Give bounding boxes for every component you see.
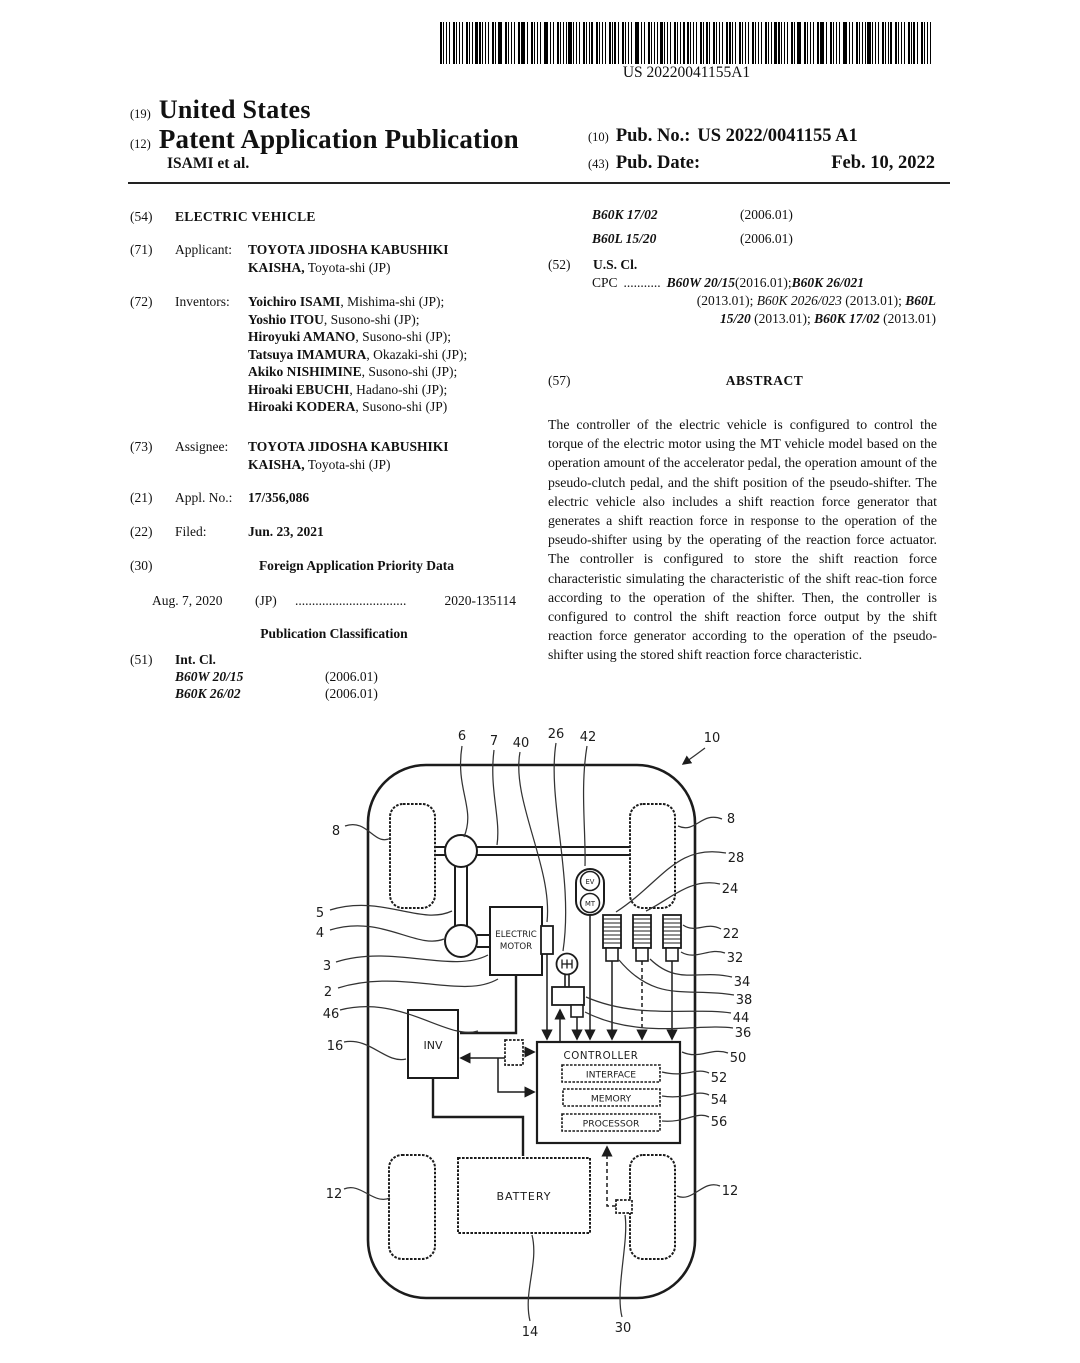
priority-code: (30) (130, 558, 153, 573)
ref-14: 14 (521, 1325, 539, 1340)
inventors-label: Inventors: (175, 294, 230, 309)
ref-28: 28 (727, 851, 745, 866)
assignee-location: Toyota-shi (JP) (304, 456, 391, 472)
ref-8-right: 8 (726, 812, 736, 827)
publication-kind-code: (12) (130, 137, 151, 151)
publication-classification-heading: Publication Classification (260, 626, 408, 641)
inventor-item: Yoichiro ISAMI, Mishima-shi (JP); (248, 294, 445, 309)
wheel-speed-sensor (616, 1200, 632, 1213)
pub-date-value: Feb. 10, 2022 (831, 153, 935, 173)
priority-number: 2020-135114 (444, 593, 516, 608)
intcl-row (130, 651, 538, 669)
reduction-gear (445, 925, 477, 957)
intcl-version: (2006.01) (740, 231, 793, 246)
inventors-code: (72) (130, 294, 153, 309)
ref-10-arrow (683, 748, 705, 764)
ref-26: 26 (547, 727, 565, 742)
assignee-name: TOYOTA JIDOSHA KABUSHIKI KAISHA, (248, 439, 449, 472)
ref-16: 16 (326, 1039, 344, 1054)
inventor-item: Tatsuya IMAMURA, Okazaki-shi (JP); (248, 346, 468, 362)
ref-50: 50 (729, 1051, 747, 1066)
intcl-version: (2006.01) (740, 207, 793, 222)
cpc-line-3 (548, 310, 936, 328)
front-right-wheel (630, 804, 675, 908)
invention-title: ELECTRIC VEHICLE (175, 209, 316, 224)
inverter-label: INV (423, 1039, 443, 1052)
applicant-code: (71) (130, 242, 153, 257)
intcl-code: (51) (130, 652, 153, 667)
clutch-pedal (603, 915, 621, 961)
inventor-item: Akiko NISHIMINE, Susono-shi (JP); (248, 364, 458, 379)
intcl-entry (175, 668, 538, 686)
priority-date: Aug. 7, 2020 (152, 593, 223, 608)
inventor-item: Hiroyuki AMANO, Susono-shi (JP); (248, 329, 452, 344)
mt-label: MT (584, 900, 596, 908)
publication-kind: Patent Application Publication (158, 124, 519, 154)
abstract-code: (57) (548, 373, 571, 388)
assignee-code: (73) (130, 439, 153, 454)
ev-label: EV (585, 878, 595, 886)
filed-label: Filed: (175, 524, 207, 539)
abstract-text: The controller of the electric vehicle is configured to control the torque of the electric motor using the MT vehicle model based on the operation amount of the accelerator pedal, the operation amount of the pseudo-clutch pedal, and the shift position of the pseudo-shifter. The electric vehicle also includes a shift reaction force generator that generates a shift reaction force in response to the operation of the pseudo-shifter using by the operating of the reaction force actuator. The controller is configured to store the shift reaction force characteristic simulating the characteristic of the shift reac-tion force according to the operation of the shifter. Then, the controller is configured to control the shift reaction force output by the shift reaction force generator according to the operation of the pseudo-shifter using the stored shift reaction force characteristic. (548, 417, 937, 663)
interface-label: INTERFACE (585, 1069, 637, 1081)
pub-no-value: US 2022/0041155 A1 (697, 126, 858, 146)
cpc-line-2 (548, 292, 936, 310)
filed-value: Jun. 23, 2021 (248, 524, 324, 539)
priority-country: (JP) (255, 593, 277, 608)
ref-42: 42 (579, 730, 597, 745)
ref-2: 2 (323, 985, 333, 1000)
cpc-version: (2016.01); (735, 275, 792, 290)
ref-34: 34 (733, 975, 751, 990)
inventors-list (248, 293, 535, 416)
pub-no-code: (10) (588, 130, 609, 144)
cpc-class: B60K 26/021 (791, 275, 865, 290)
ref-24: 24 (721, 882, 739, 897)
inventors-row (130, 293, 538, 416)
country-name: United States (158, 95, 311, 124)
title-code: (54) (130, 209, 153, 224)
ref-52: 52 (710, 1071, 728, 1086)
battery-label: BATTERY (496, 1190, 552, 1203)
pedals (603, 915, 681, 961)
cpc-version: (2013.01); (696, 293, 757, 308)
electric-motor-box (490, 907, 542, 975)
applicant-value (248, 241, 473, 276)
ref-32: 32 (726, 951, 744, 966)
cpc-version: (2013.01); (841, 293, 906, 308)
applicant-location: Toyota-shi (JP) (304, 259, 391, 275)
inventor-item: Hiroaki KODERA, Susono-shi (JP) (248, 399, 448, 414)
ref-40: 40 (512, 736, 530, 751)
barcode-number: US 20220041155A1 (622, 64, 751, 81)
accelerator-pedal (663, 915, 681, 961)
filed-row (130, 523, 538, 541)
priority-heading-row (130, 557, 538, 575)
priority-dots: ................................. (295, 593, 407, 608)
electric-motor-label: MOTOR (499, 942, 533, 952)
ref-12-left: 12 (325, 1187, 343, 1202)
ref-12-right: 12 (721, 1184, 739, 1199)
applicant-row (130, 241, 538, 276)
rear-left-wheel (389, 1155, 435, 1259)
cpc-class: 15/20 (719, 311, 751, 326)
memory-label: MEMORY (590, 1093, 632, 1105)
intcl-version: (2006.01) (325, 669, 378, 684)
ref-30: 30 (614, 1321, 632, 1336)
ref-7: 7 (489, 734, 499, 749)
abstract-heading: ABSTRACT (725, 373, 804, 388)
intcl-version: (2006.01) (325, 686, 378, 701)
appl-no-row (130, 489, 538, 507)
abstract-heading-row (548, 372, 936, 390)
priority-heading: Foreign Application Priority Data (258, 558, 455, 573)
cpc-label: CPC (592, 275, 618, 290)
intcl-entry (592, 230, 935, 248)
assignee-label: Assignee: (175, 439, 229, 454)
controller-label: CONTROLLER (563, 1051, 639, 1062)
barcode (440, 22, 933, 64)
appl-no-value: 17/356,086 (248, 490, 310, 505)
applicant-label: Applicant: (175, 242, 232, 257)
cpc-class: B60W 20/15 (666, 275, 736, 290)
rear-right-wheel (630, 1155, 675, 1259)
pub-no-label: Pub. No.: (615, 126, 691, 146)
intcl-entry (592, 206, 935, 224)
front-left-wheel (390, 804, 435, 908)
brake-pedal (633, 915, 651, 961)
intcl-class: B60K 17/02 (592, 207, 658, 222)
ref-10: 10 (703, 731, 721, 746)
ref-8-left: 8 (331, 824, 341, 839)
title-row (130, 208, 538, 226)
connector-box (505, 1040, 523, 1065)
ev-mt-switch (576, 869, 604, 915)
assignee-value (248, 438, 473, 473)
ref-44: 44 (732, 1011, 750, 1026)
shift-position-sensor (571, 1005, 583, 1017)
uscl-row (548, 256, 936, 274)
shift-reaction-force-generator (552, 987, 584, 1005)
cpc-line-1 (592, 274, 936, 292)
intcl-class: B60L 15/20 (592, 231, 657, 246)
first-party: ISAMI et al. (167, 155, 250, 172)
uscl-label: U.S. Cl. (593, 257, 638, 272)
ref-36: 36 (734, 1026, 752, 1041)
cpc-version: (2013.01) (879, 311, 936, 326)
assignee-row (130, 438, 538, 473)
cpc-version: (2013.01); (750, 311, 815, 326)
header-rule (128, 182, 950, 184)
cpc-dots: ........... (623, 275, 661, 290)
ref-22: 22 (722, 927, 740, 942)
pub-date-code: (43) (588, 157, 609, 171)
applicant-name: TOYOTA JIDOSHA KABUSHIKI KAISHA, (248, 242, 449, 275)
pub-date-label: Pub. Date: (615, 153, 701, 173)
ref-3: 3 (322, 959, 332, 974)
appl-no-code: (21) (130, 490, 153, 505)
electric-motor-label: ELECTRIC (495, 930, 537, 940)
processor-label: PROCESSOR (582, 1118, 640, 1130)
figure-svg (300, 700, 780, 1363)
ref-38: 38 (735, 993, 753, 1008)
ref-5: 5 (315, 906, 325, 921)
cpc-class: B60K 2026/023 (756, 293, 842, 308)
uscl-code: (52) (548, 257, 571, 272)
cpc-class: B60L (905, 293, 936, 308)
intcl-label: Int. Cl. (175, 652, 216, 667)
intcl-class: B60W 20/15 (175, 669, 244, 684)
motor-rotation-sensor (541, 926, 553, 954)
ref-54: 54 (710, 1093, 728, 1108)
ref-6: 6 (457, 729, 467, 744)
priority-data-row (152, 592, 516, 610)
intcl-class: B60K 26/02 (175, 686, 241, 701)
inventor-item: Hiroaki EBUCHI, Hadano-shi (JP); (248, 381, 448, 397)
ref-56: 56 (710, 1115, 728, 1130)
ref-46: 46 (322, 1007, 340, 1022)
inventor-item: Yoshio ITOU, Susono-shi (JP); (248, 311, 420, 327)
appl-no-label: Appl. No.: (175, 490, 233, 505)
differential-gear (445, 835, 477, 867)
filed-code: (22) (130, 524, 153, 539)
country-code: (19) (130, 107, 151, 121)
ref-4: 4 (315, 926, 325, 941)
cpc-class: B60K 17/02 (814, 311, 880, 326)
